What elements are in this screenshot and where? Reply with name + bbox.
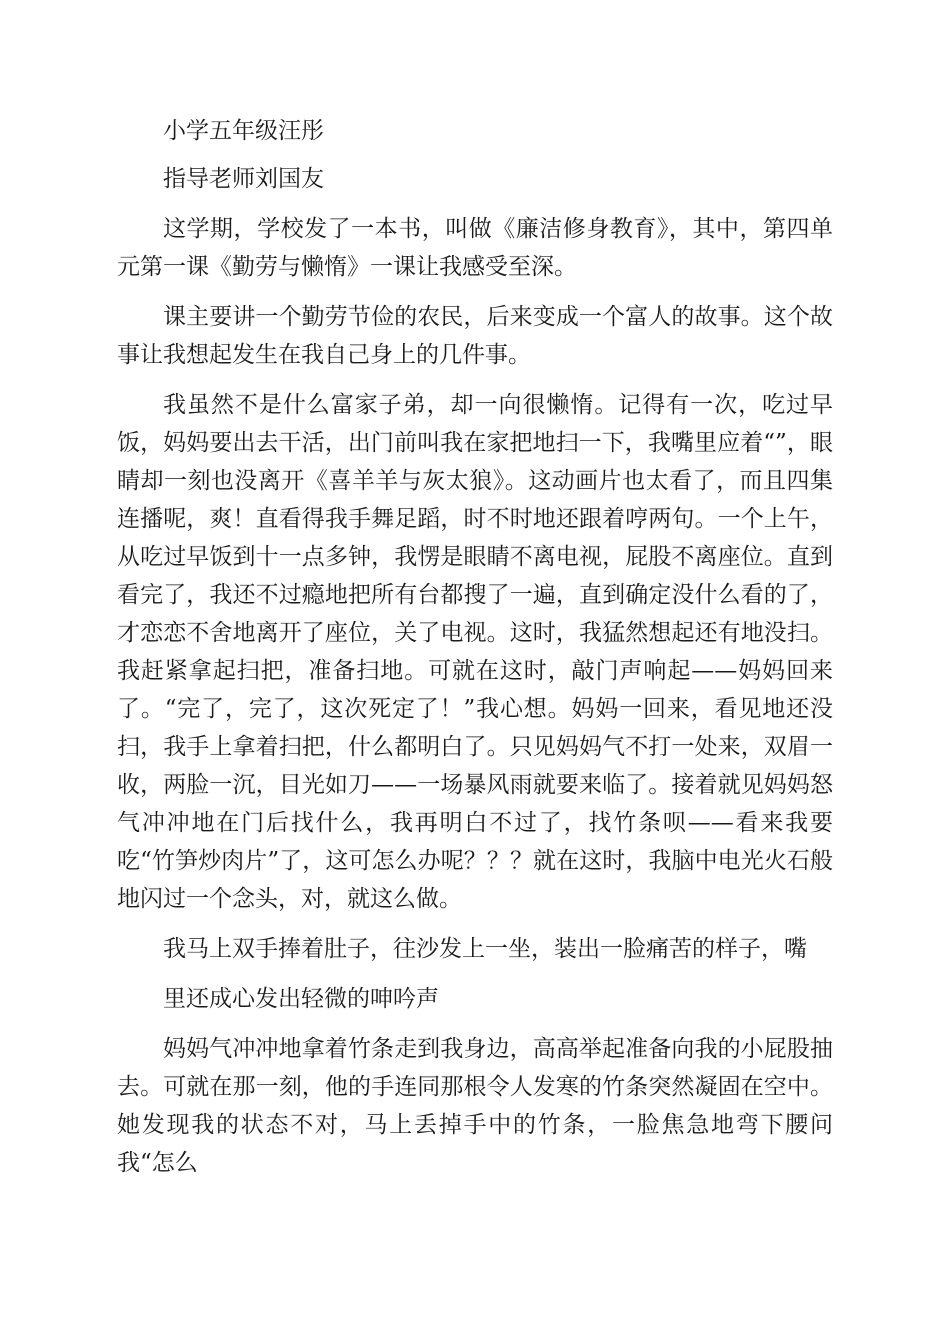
author-line: 小学五年级汪彤 [163,118,324,144]
paragraph-climax: 妈妈气冲冲地拿着竹条走到我身边，高高举起准备向我的小屁股抽去。可就在那一刻，他的手连同那根令人发寒的竹条突然凝固在空中。她发现我的状态不对，马上丢掉手中的竹条，一脸焦急地弯下腰问我“怎么 [117,1036,833,1176]
teacher-line: 指导老师刘国友 [163,166,324,192]
paragraph-action-part1: 我马上双手捧着肚子，往沙发上一坐，装出一脸痛苦的样子，嘴 [163,936,807,962]
paragraph-summary: 课主要讲一个勤劳节俭的农民，后来变成一个富人的故事。这个故事让我想起发生在我自己身上的几件事。 [117,304,833,368]
document-page [117,112,833,1182]
paragraph-action-part2: 里还成心发出轻微的呻吟声 [163,986,439,1012]
paragraph-intro: 这学期，学校发了一本书，叫做《廉洁修身教育》，其中，第四单元第一课《勤劳与懒惰》一课让我感受至深。 [117,216,833,280]
paragraph-story: 我虽然不是什么富家子弟，却一向很懒惰。记得有一次，吃过早饭，妈妈要出去干活，出门前叫我在家把地扫一下，我嘴里应着“”，眼睛却一刻也没离开《喜羊羊与灰太狼》。这动画片也太看了，而且四集连播呢，爽！直看得我手舞足蹈，时不时地还跟着哼两句。一个上午，从吃过早饭到十一点多钟，我愣是眼睛不离电视，屁股不离座位。直到看完了，我还不过瘾地把所有台都搜了一遍，直到确定没什么看的了，才恋恋不舍地离开了座位，关了电视。这时，我猛然想起还有地没扫。我赶紧拿起扫把，准备扫地。可就在这时，敲门声响起——妈妈回来了。“完了，完了，这次死定了！”我心想。妈妈一回来，看见地还没扫，我手上拿着扫把，什么都明白了。只见妈妈气不打一处来，双眉一收，两脸一沉，目光如刀——一场暴风雨就要来临了。接着就见妈妈怒气冲冲地在门后找什么，我再明白不过了，找竹条呗——看来我要吃“竹笋炒肉片”了，这可怎么办呢？？？就在这时，我脑中电光火石般地闪过一个念头，对，就这么做。 [117,392,833,912]
